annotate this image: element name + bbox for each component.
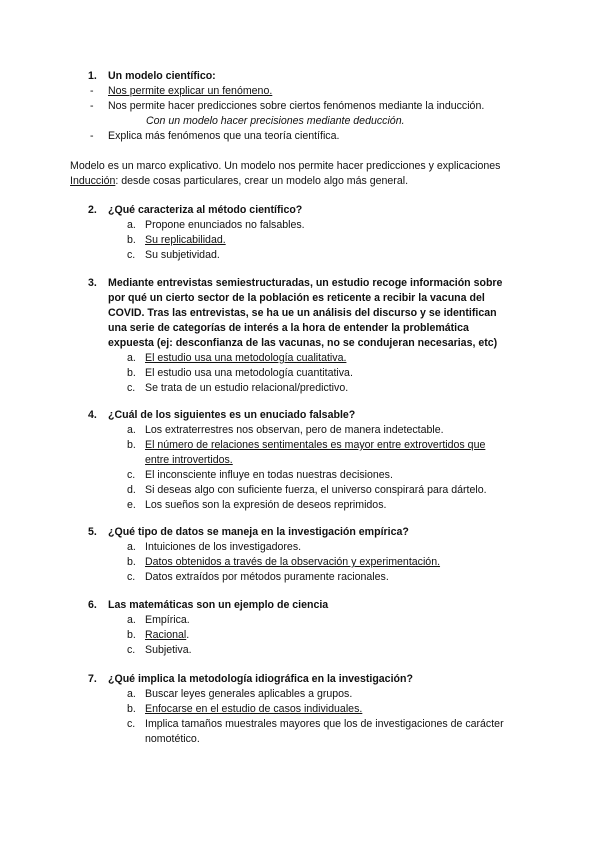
option-letter: a. — [127, 352, 136, 364]
option-text-underlined: El número de relaciones sentimentales es mayor entre extrovertidos que — [145, 439, 486, 451]
option-item — [70, 717, 530, 732]
dash-bullet: - — [90, 100, 94, 112]
section-1 — [70, 69, 530, 144]
option-text: Los extraterrestres nos observan, pero de manera indetectable. — [145, 424, 444, 436]
question-text-line: expuesta (ej: desconfianza de las vacunas, no se condujeran necesarias, etc) — [108, 337, 498, 349]
option-letter: c. — [127, 718, 136, 730]
question-text: ¿Cuál de los siguientes es un enuciado falsable? — [108, 409, 356, 421]
italic-note-row — [70, 114, 530, 129]
option-item — [70, 570, 530, 585]
dash-bullet: - — [90, 85, 94, 97]
option-item-correct — [70, 628, 530, 643]
option-text: Subjetiva. — [145, 644, 192, 656]
option-item-correct — [70, 233, 530, 248]
bullet-item — [70, 99, 530, 114]
question-number: 4. — [88, 409, 97, 421]
question-7 — [70, 672, 530, 747]
option-text: Se trata de un estudio relacional/predictivo. — [145, 382, 349, 394]
question-4 — [70, 408, 530, 513]
option-letter: a. — [127, 614, 136, 626]
option-item — [70, 248, 530, 263]
question-heading — [70, 525, 530, 540]
option-text: El estudio usa una metodología cuantitativa. — [145, 367, 353, 379]
bullet-item — [70, 129, 530, 144]
question-5 — [70, 525, 530, 585]
option-item — [70, 483, 530, 498]
question-number: 3. — [88, 277, 97, 289]
bullet-text: Nos permite hacer predicciones sobre ciertos fenómenos mediante la inducción. — [108, 100, 485, 112]
option-text-underlined: Enfocarse en el estudio de casos individuales. — [145, 703, 363, 715]
dash-bullet: - — [90, 130, 94, 142]
induction-definition: : desde cosas particulares, crear un modelo algo más general. — [115, 175, 409, 187]
option-item — [70, 613, 530, 628]
question-number: 2. — [88, 204, 97, 216]
option-letter: a. — [127, 688, 136, 700]
question-number: 6. — [88, 599, 97, 611]
option-letter: e. — [127, 499, 136, 511]
question-text-line: Mediante entrevistas semiestructuradas, un estudio recoge información sobre — [108, 277, 503, 289]
explanatory-paragraph — [70, 159, 530, 189]
option-text-underlined: entre introvertidos. — [145, 454, 233, 466]
option-item-correct — [70, 702, 530, 717]
option-item — [70, 218, 530, 233]
question-number: 5. — [88, 526, 97, 538]
option-letter: b. — [127, 367, 136, 379]
option-letter: c. — [127, 644, 136, 656]
question-2 — [70, 203, 530, 263]
option-letter: b. — [127, 556, 136, 568]
question-heading — [70, 672, 530, 687]
option-letter: b. — [127, 703, 136, 715]
option-text: Implica tamaños muestrales mayores que los de investigaciones de carácter — [145, 718, 504, 730]
option-letter: b. — [127, 629, 136, 641]
option-letter: d. — [127, 484, 136, 496]
induction-term: Inducción — [70, 175, 116, 187]
option-letter: a. — [127, 424, 136, 436]
option-text-underlined: Datos obtenidos a través de la observación y experimentación. — [145, 556, 441, 568]
option-text-underlined: El estudio usa una metodología cualitativa. — [145, 352, 347, 364]
option-item — [70, 498, 530, 513]
option-letter: a. — [127, 541, 136, 553]
option-text: El inconsciente influye en todas nuestras decisiones. — [145, 469, 393, 481]
question-text: ¿Qué tipo de datos se maneja en la investigación empírica? — [108, 526, 409, 538]
question-heading — [70, 598, 530, 613]
option-text: Su subjetividad. — [145, 249, 220, 261]
option-item — [70, 381, 530, 396]
question-heading — [70, 276, 530, 291]
question-text-line: una serie de categorías de interés a la hora de entender la problemática — [108, 322, 469, 334]
question-text: ¿Qué implica la metodología idiográfica en la investigación? — [108, 673, 413, 685]
question-heading — [70, 408, 530, 423]
question-6 — [70, 598, 530, 658]
option-letter: c. — [127, 571, 136, 583]
option-text: Intuiciones de los investigadores. — [145, 541, 302, 553]
bullet-text: Nos permite explicar un fenómeno. — [108, 85, 273, 97]
option-item-correct — [70, 555, 530, 570]
section-number: 1. — [88, 70, 97, 82]
section-1-heading — [70, 69, 530, 84]
option-text-underlined: Su replicabilidad. — [145, 234, 226, 246]
option-period: . — [186, 629, 190, 641]
option-text: Datos extraídos por métodos puramente racionales. — [145, 571, 389, 583]
question-text: ¿Qué caracteriza al método científico? — [108, 204, 303, 216]
question-3 — [70, 276, 530, 396]
option-letter: c. — [127, 249, 136, 261]
paragraph-line: Modelo es un marco explicativo. Un modelo nos permite hacer predicciones y explicaciones — [70, 160, 501, 172]
option-letter: b. — [127, 439, 136, 451]
option-letter: b. — [127, 234, 136, 246]
option-text-underlined: Racional — [145, 629, 187, 641]
question-text-line: COVID. Tras las entrevistas, se ha ue un análisis del discurso y se identifican — [108, 307, 497, 319]
option-item — [70, 423, 530, 438]
option-item — [70, 687, 530, 702]
question-text-line: por qué un cierto sector de la población es reticente a recibir la vacuna del — [108, 292, 485, 304]
bullet-text: Explica más fenómenos que una teoría científica. — [108, 130, 340, 142]
paragraph-line — [70, 174, 530, 189]
option-letter: a. — [127, 219, 136, 231]
option-item — [70, 468, 530, 483]
option-item — [70, 366, 530, 381]
option-item-continuation — [70, 732, 530, 747]
option-letter: c. — [127, 469, 136, 481]
question-number: 7. — [88, 673, 97, 685]
option-item — [70, 540, 530, 555]
option-item — [70, 643, 530, 658]
option-item-correct — [70, 438, 530, 453]
italic-note: Con un modelo hacer precisiones mediante deducción. — [146, 115, 405, 127]
bullet-item — [70, 84, 530, 99]
option-text: Buscar leyes generales aplicables a grupos. — [145, 688, 353, 700]
question-heading — [70, 203, 530, 218]
option-text: Propone enunciados no falsables. — [145, 219, 305, 231]
option-item-correct — [70, 351, 530, 366]
question-text: Las matemáticas son un ejemplo de ciencia — [108, 599, 329, 611]
option-text: Si deseas algo con suficiente fuerza, el universo conspirará para dártelo. — [145, 484, 487, 496]
option-text: nomotético. — [145, 733, 200, 745]
option-item-continuation — [70, 453, 530, 468]
section-title: Un modelo científico: — [108, 70, 216, 82]
option-text: Empírica. — [145, 614, 190, 626]
option-letter: c. — [127, 382, 136, 394]
option-text: Los sueños son la expresión de deseos reprimidos. — [145, 499, 387, 511]
